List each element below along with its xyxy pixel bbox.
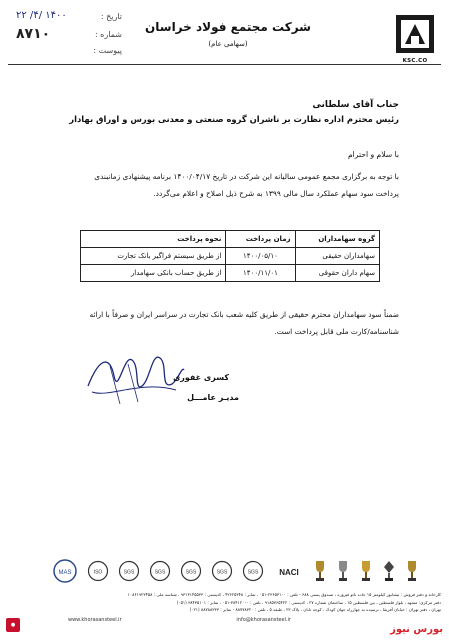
number-value: ۸۷۱۰ bbox=[16, 26, 51, 42]
footer-contact bbox=[8, 617, 441, 626]
footer-line: دفتر مرکزی: مشهد ، بلوار فلسطین ، بین فلسطین ۱۵ ، ساختمان شماره ۲۷ ، کدپستی : ۹۱۸۵۷۶۵۴۲۲ ، تلفن : ۳۸۴۱۲۰۰۰-۰۵۱ ، نمابر : ۳۸۴۳۵۱۰۱ (۰۵۱) bbox=[176, 599, 441, 605]
ksc-logo-icon bbox=[395, 14, 435, 56]
attachment-field bbox=[12, 46, 122, 58]
body-paragraph bbox=[42, 168, 399, 202]
logo-caption: KSC.CO bbox=[402, 58, 428, 64]
svg-text:NACI: NACI bbox=[278, 568, 299, 577]
header-cell: زمان پرداخت bbox=[226, 231, 295, 248]
paragraph-line: با توجه به برگزاری مجمع عمومی سالیانه این شرکت در تاریخ ۱۴۰۰/۰۴/۱۷ برنامه پیشنهادی زمانبندی bbox=[94, 172, 399, 181]
addressee-title: رئیس محترم اداره نظارت بر ناشران گروه صنعتی و معدنی بورس و اوراق بهادار bbox=[69, 114, 399, 124]
trophy-award-icon bbox=[359, 559, 373, 583]
news-badge-icon: ● bbox=[6, 618, 20, 632]
footer-line: تهران ، دفتر تهران : خیابان آفریقا ، نرسیده به چهارراه جهان کودک ، کوچه تابان ، پلاک ۲۳ ، طبقه ۵ ، تلفن : ۸۸۷۷۸۳۲۰ - نمابر : ۸۸۷۸۸۳۳۳ (۰۲۱) bbox=[189, 607, 441, 612]
trophy-award-icon bbox=[405, 559, 419, 583]
table-cell: از طریق حساب بانکی سهامدار bbox=[81, 265, 226, 282]
greeting: با سلام و احترام bbox=[347, 150, 399, 159]
email-link: info@khorasansteel.ir bbox=[236, 617, 291, 623]
note-line: شناسنامه/کارت ملی قابل پرداخت است. bbox=[274, 327, 399, 336]
header-divider bbox=[8, 64, 441, 65]
footer-addresses bbox=[8, 591, 441, 614]
number-field bbox=[12, 26, 122, 46]
naci-cert-icon bbox=[274, 561, 304, 581]
svg-text:SGS: SGS bbox=[217, 569, 228, 576]
table-cell: از طریق سیستم فراگیر بانک تجارت bbox=[81, 248, 226, 265]
signer-name: کسری غفوری bbox=[172, 373, 229, 382]
date-field bbox=[12, 12, 122, 26]
header-cell: گروه سهامداران bbox=[295, 231, 379, 248]
iso-cert-icon bbox=[87, 560, 109, 582]
svg-text:ISO: ISO bbox=[93, 569, 103, 576]
table-cell: سهامداران حقیقی bbox=[295, 248, 379, 265]
company-name: شرکت مجتمع فولاد خراسان bbox=[145, 20, 311, 34]
table-row bbox=[81, 248, 380, 265]
number-label: شماره : bbox=[94, 30, 122, 39]
trophy-award-icon bbox=[382, 559, 396, 583]
website-link: www.khorasansteel.ir bbox=[68, 617, 122, 623]
header-cell: نحوه پرداخت bbox=[81, 231, 226, 248]
addressee: جناب آقای سلطانی bbox=[312, 100, 399, 110]
mas-cert-icon bbox=[52, 558, 78, 584]
table-cell: ۱۴۰۰/۱۱/۰۱ bbox=[226, 265, 295, 282]
trophy-award-icon bbox=[313, 559, 327, 583]
table-header-row bbox=[81, 231, 380, 248]
svg-text:MAS: MAS bbox=[58, 570, 72, 576]
svg-text:SGS: SGS bbox=[123, 569, 135, 576]
trophy-award-icon bbox=[336, 559, 350, 583]
sgs-cert-icon bbox=[118, 560, 140, 582]
company-type: (سهامی عام) bbox=[208, 40, 248, 48]
watermark-logo: بورس نیوز bbox=[390, 624, 443, 635]
svg-text:SGS: SGS bbox=[186, 569, 197, 576]
date-value: ۱۴۰۰ /۴/ ۲۲ bbox=[16, 10, 67, 21]
attachment-label: پیوست : bbox=[93, 46, 122, 55]
signer-title: مدیـر عامـــل bbox=[187, 393, 239, 402]
paragraph-line: پرداخت سود سهام عملکرد سال مالی ۱۳۹۹ به شرح ذیل اصلاح و اعلام می‌گردد. bbox=[153, 189, 399, 198]
sgs-cert-icon bbox=[149, 560, 171, 582]
svg-text:SGS: SGS bbox=[248, 569, 259, 576]
sgs-cert-icon bbox=[242, 560, 264, 582]
company-logo bbox=[395, 14, 435, 64]
footer-line: کارخانه و دفتر فروش : نیشابور کیلومتر ۱۵ جاده نائو فیروزه ، صندوق پستی ۶۸۸ - تلفن : ۲۳۶۵۳۱۰۰-۰۵۱ ، نمابر : ۴۲۶۲۵۳۴۸ ، کدپستی : ۹۳۱۳۱۴۵۵۳۳ ، شناسه ملی : ۱۰۸۶۱۹۲۳۴۵۸ bbox=[127, 592, 441, 597]
table-row bbox=[81, 265, 380, 282]
table-cell: سهام داران حقوقی bbox=[295, 265, 379, 282]
date-label: تاریخ : bbox=[100, 12, 122, 21]
certificate-logos bbox=[52, 553, 419, 589]
svg-text:SGS: SGS bbox=[154, 569, 166, 576]
note-line: ضمناً سود سهامداران محترم حقیقی از طریق کلیه شعب بانک تجارت در سراسر ایران و صرفاً با ارائه bbox=[89, 310, 399, 319]
table-cell: ۱۴۰۰/۰۵/۱۰ bbox=[226, 248, 295, 265]
sgs-cert-icon bbox=[180, 560, 202, 582]
payment-table bbox=[80, 230, 380, 282]
note-paragraph bbox=[42, 306, 399, 340]
sgs-cert-icon bbox=[211, 560, 233, 582]
